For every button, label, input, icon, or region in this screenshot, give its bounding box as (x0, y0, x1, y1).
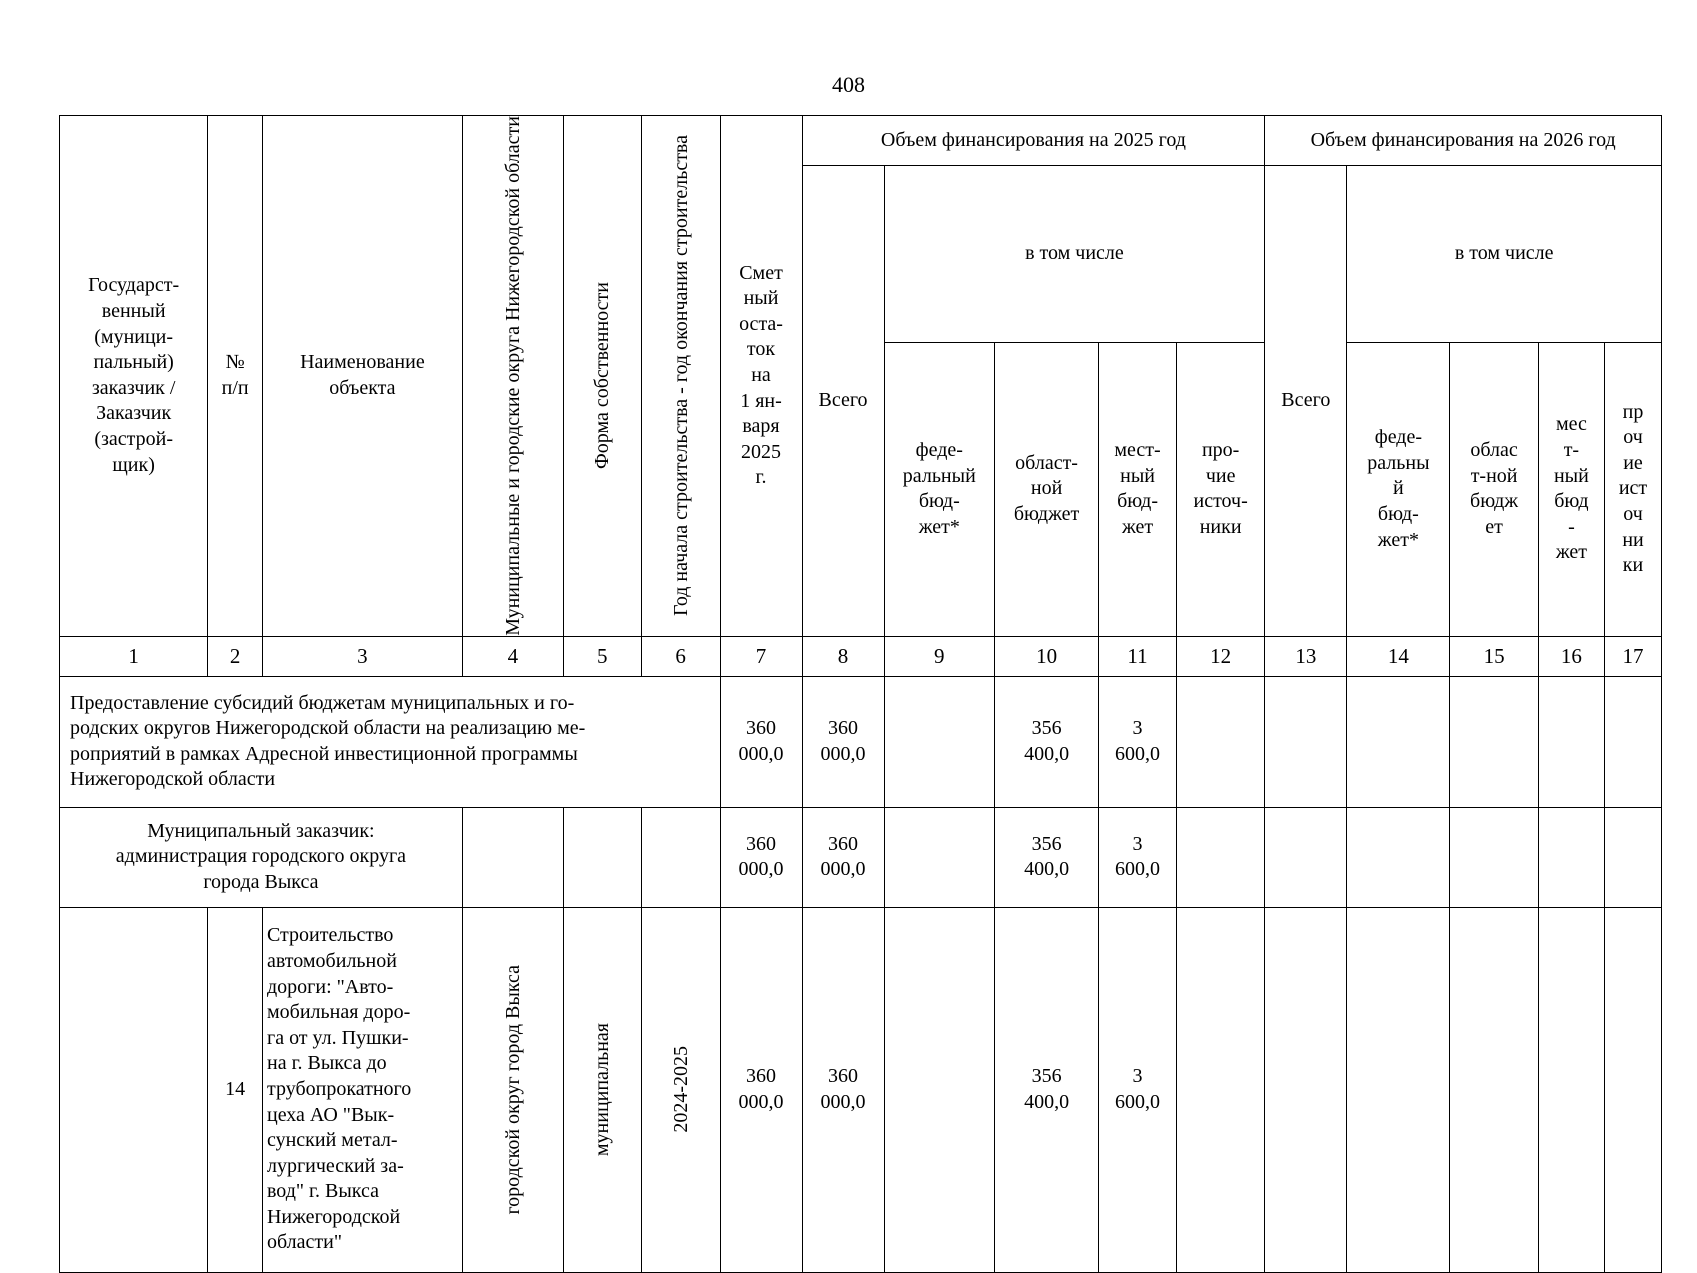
object-regional-2026 (1450, 907, 1538, 1272)
section-other-2026 (1605, 676, 1662, 807)
column-number: 9 (884, 636, 994, 676)
customer-local-2026 (1538, 807, 1604, 907)
object-other-2025 (1176, 907, 1264, 1272)
customer-federal-2026 (1347, 807, 1450, 907)
section-regional-2025: 356 400,0 (995, 676, 1099, 807)
header-local-2026: мес т- ный бюд - жет (1538, 342, 1604, 636)
customer-municipal (462, 807, 563, 907)
object-federal-2026 (1347, 907, 1450, 1272)
customer-total-2025: 360 000,0 (802, 807, 884, 907)
customer-row (60, 807, 1662, 907)
header-federal-2025: феде- ральный бюд- жет* (884, 342, 994, 636)
column-number: 12 (1176, 636, 1264, 676)
object-federal-2025 (884, 907, 994, 1272)
object-local-2026 (1538, 907, 1604, 1272)
header-construction-years: Год начала строительства - год окончания строительства (641, 116, 720, 637)
column-number: 7 (720, 636, 802, 676)
section-regional-2026 (1450, 676, 1538, 807)
header-object-name: Наименование объекта (262, 116, 462, 637)
column-number: 15 (1450, 636, 1538, 676)
customer-estimate: 360 000,0 (720, 807, 802, 907)
object-regional-2025: 356 400,0 (995, 907, 1099, 1272)
column-number: 1 (60, 636, 208, 676)
object-row (60, 907, 1662, 1272)
object-number: 14 (208, 907, 263, 1272)
header-total-2025: Всего (802, 166, 884, 637)
customer-years (641, 807, 720, 907)
section-federal-2025 (884, 676, 994, 807)
section-local-2025: 3 600,0 (1099, 676, 1177, 807)
column-number: 8 (802, 636, 884, 676)
section-title: Предоставление субсидий бюджетам муниципальных и го- родских округов Нижегородской области на реализацию ме- роприятий в рамках Адресной инвестиционной программы Нижегородской области (60, 676, 721, 807)
section-local-2026 (1538, 676, 1604, 807)
column-number: 6 (641, 636, 720, 676)
column-number: 5 (563, 636, 641, 676)
column-number: 4 (462, 636, 563, 676)
header-customer: Государст- венный (муници- пальный) заказчик / Заказчик (застрой- щик) (60, 116, 208, 637)
header-financing-2025: Объем финансирования на 2025 год (802, 116, 1265, 166)
column-number: 11 (1099, 636, 1177, 676)
column-number: 10 (995, 636, 1099, 676)
header-regional-2025: област- ной бюджет (995, 342, 1099, 636)
header-number: № п/п (208, 116, 263, 637)
customer-title: Муниципальный заказчик: администрация городского округа города Выкса (60, 807, 463, 907)
header-estimate-balance: Смет ный оста- ток на 1 ян- варя 2025 г. (720, 116, 802, 637)
object-municipal: городской округ город Выкса (462, 907, 563, 1272)
header-total-2026: Всего (1265, 166, 1347, 637)
object-name: Строительство автомобильной дороги: "Авто- мобильная доро- га от ул. Пушки- на г. Выкса до трубопрокатного цеха АО "Вык- сунский метал- лургический за- вод" г. Выкса Нижегородской области" (262, 907, 462, 1272)
header-ownership-form: Форма собственности (563, 116, 641, 637)
object-other-2026 (1605, 907, 1662, 1272)
column-number: 16 (1538, 636, 1604, 676)
object-customer (60, 907, 208, 1272)
header-municipal-districts: Муниципальные и городские округа Нижегородской области (462, 116, 563, 637)
header-including-2025: в том числе (884, 166, 1265, 343)
header-other-2026: пр оч ие ист оч ни ки (1605, 342, 1662, 636)
object-total-2025: 360 000,0 (802, 907, 884, 1272)
customer-federal-2025 (884, 807, 994, 907)
object-ownership: муниципальная (563, 907, 641, 1272)
section-federal-2026 (1347, 676, 1450, 807)
header-other-2025: про- чие источ- ники (1176, 342, 1264, 636)
customer-local-2025: 3 600,0 (1099, 807, 1177, 907)
section-row (60, 676, 1662, 807)
customer-regional-2025: 356 400,0 (995, 807, 1099, 907)
customer-other-2026 (1605, 807, 1662, 907)
header-regional-2026: облас т-ной бюдж ет (1450, 342, 1538, 636)
column-number: 14 (1347, 636, 1450, 676)
header-federal-2026: феде- ральны й бюд- жет* (1347, 342, 1450, 636)
column-number-row (60, 636, 1662, 676)
object-estimate: 360 000,0 (720, 907, 802, 1272)
customer-regional-2026 (1450, 807, 1538, 907)
customer-other-2025 (1176, 807, 1264, 907)
header-financing-2026: Объем финансирования на 2026 год (1265, 116, 1662, 166)
object-local-2025: 3 600,0 (1099, 907, 1177, 1272)
section-other-2025 (1176, 676, 1264, 807)
section-total-2025: 360 000,0 (802, 676, 884, 807)
object-years: 2024-2025 (641, 907, 720, 1272)
column-number: 2 (208, 636, 263, 676)
column-number: 13 (1265, 636, 1347, 676)
section-total-2026 (1265, 676, 1347, 807)
object-total-2026 (1265, 907, 1347, 1272)
investment-program-table (59, 115, 1662, 1273)
column-number: 17 (1605, 636, 1662, 676)
section-estimate: 360 000,0 (720, 676, 802, 807)
customer-ownership (563, 807, 641, 907)
page-number: 408 (832, 72, 865, 97)
customer-total-2026 (1265, 807, 1347, 907)
header-local-2025: мест- ный бюд- жет (1099, 342, 1177, 636)
header-including-2026: в том числе (1347, 166, 1662, 343)
column-number: 3 (262, 636, 462, 676)
